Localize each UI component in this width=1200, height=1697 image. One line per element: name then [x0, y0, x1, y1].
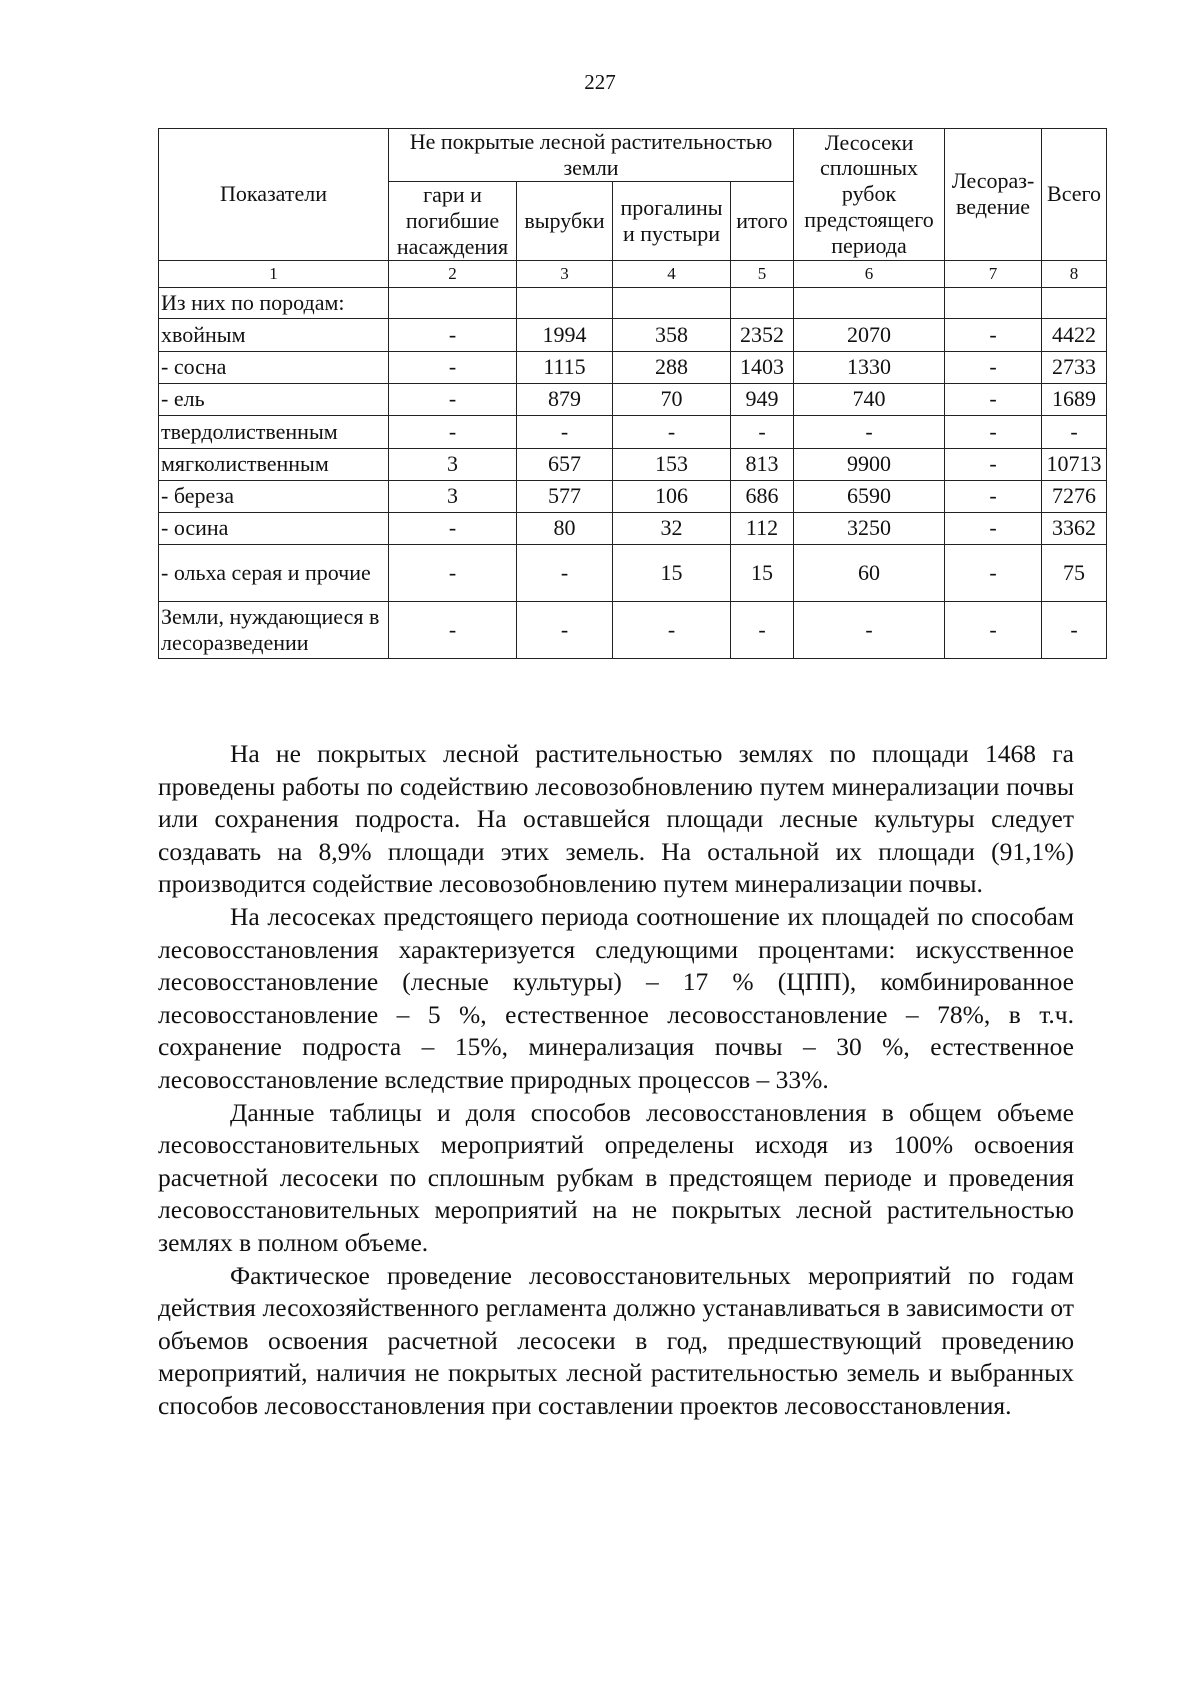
table-cell: 112	[731, 512, 794, 544]
table-cell: 153	[613, 448, 731, 480]
row-label: - сосна	[159, 351, 389, 383]
table-cell: -	[794, 415, 945, 448]
table-row	[159, 318, 1107, 351]
table-cell: -	[389, 383, 517, 415]
table-cell: -	[389, 318, 517, 351]
table-cell: -	[945, 318, 1042, 351]
table-cell: 1994	[517, 318, 613, 351]
table-cell: 60	[794, 544, 945, 601]
table-cell: -	[517, 544, 613, 601]
table-cell: -	[945, 448, 1042, 480]
header-not-covered-lands: Не покрытые лесной растительностью земли	[389, 129, 794, 182]
table-cell: 879	[517, 383, 613, 415]
header-burned: гари и погибшие насаждения	[389, 181, 517, 260]
row-label: Земли, нуждающиеся в лесоразведении	[159, 601, 389, 658]
table-cell: 686	[731, 480, 794, 512]
header-total: Всего	[1042, 129, 1107, 261]
table-cell: -	[945, 415, 1042, 448]
table-cell: -	[613, 601, 731, 658]
table-cell: -	[945, 601, 1042, 658]
column-number: 3	[517, 260, 613, 287]
table-row	[159, 601, 1107, 658]
row-label: - береза	[159, 480, 389, 512]
table-cell: 70	[613, 383, 731, 415]
body-text	[158, 738, 1074, 1422]
row-label: - осина	[159, 512, 389, 544]
table-cell: 3250	[794, 512, 945, 544]
table-cell: 813	[731, 448, 794, 480]
column-number: 8	[1042, 260, 1107, 287]
table-cell: 2352	[731, 318, 794, 351]
header-clearings: вырубки	[517, 181, 613, 260]
table-cell: -	[794, 601, 945, 658]
table-cell: 15	[613, 544, 731, 601]
table-cell: 3	[389, 480, 517, 512]
table-cell: 9900	[794, 448, 945, 480]
table-cell	[389, 287, 517, 318]
table-cell: -	[1042, 415, 1107, 448]
table-cell: 2070	[794, 318, 945, 351]
table-cell: 740	[794, 383, 945, 415]
paragraph: На лесосеках предстоящего периода соотношение их площадей по способам лесовосстановления характеризуется следующими процентами: искусственное лесовосстановление (лесные культуры) – 17 % (ЦПП), комбинированное лесовосстановление – 5 %, естественное лесовосстановление – 78%, в т.ч. сохранение подроста – 15%, минерализация почвы – 30 %, естественное лесовосстановление вследствие природных процессов – 33%.	[158, 901, 1074, 1094]
table-cell: -	[517, 415, 613, 448]
page-number: 227	[584, 70, 616, 94]
row-label: мягколиственным	[159, 448, 389, 480]
table-row	[159, 448, 1107, 480]
table-cell: -	[517, 601, 613, 658]
table-cell: 32	[613, 512, 731, 544]
table-cell: 949	[731, 383, 794, 415]
table-cell	[517, 287, 613, 318]
table-row	[159, 351, 1107, 383]
table-cell: 657	[517, 448, 613, 480]
table-cell	[1042, 287, 1107, 318]
table-cell: -	[613, 415, 731, 448]
table-cell: -	[389, 415, 517, 448]
table-cell: 1403	[731, 351, 794, 383]
column-number: 1	[159, 260, 389, 287]
table-cell: 288	[613, 351, 731, 383]
table-cell: 6590	[794, 480, 945, 512]
table-cell: 3	[389, 448, 517, 480]
row-label: Из них по породам:	[159, 287, 389, 318]
table-cell: -	[945, 512, 1042, 544]
table-cell: 2733	[1042, 351, 1107, 383]
header-cutting-areas: Лесосеки сплошных рубок предстоящего периода	[794, 129, 945, 261]
table-cell: 577	[517, 480, 613, 512]
table-cell	[945, 287, 1042, 318]
header-afforestation: Лесораз- ведение	[945, 129, 1042, 261]
table-cell: -	[731, 601, 794, 658]
table-row	[159, 383, 1107, 415]
row-label: хвойным	[159, 318, 389, 351]
table-cell: -	[945, 383, 1042, 415]
row-label: - ель	[159, 383, 389, 415]
table-cell: -	[1042, 601, 1107, 658]
table-cell: -	[945, 351, 1042, 383]
table-cell	[794, 287, 945, 318]
row-label: - ольха серая и прочие	[159, 544, 389, 601]
row-label: твердолиственным	[159, 415, 389, 448]
table-cell: 10713	[1042, 448, 1107, 480]
table-cell: 75	[1042, 544, 1107, 601]
table-cell: 3362	[1042, 512, 1107, 544]
column-number: 6	[794, 260, 945, 287]
paragraph: Фактическое проведение лесовосстановительных мероприятий по годам действия лесохозяйственного регламента должно устанавливаться в зависимости от объемов освоения расчетной лесосеки в год, предшествующий проведению мероприятий, наличия не покрытых лесной растительностью земель и выбранных способов лесовосстановления при составлении проектов лесовосстановления.	[158, 1260, 1074, 1420]
table-cell: 80	[517, 512, 613, 544]
table-row	[159, 544, 1107, 601]
column-number: 2	[389, 260, 517, 287]
table-cell: -	[945, 480, 1042, 512]
table-cell: 7276	[1042, 480, 1107, 512]
table-cell: -	[389, 544, 517, 601]
header-indicators: Показатели	[159, 129, 389, 261]
table-cell	[613, 287, 731, 318]
table-cell: 358	[613, 318, 731, 351]
table-row	[159, 480, 1107, 512]
column-number: 4	[613, 260, 731, 287]
table-cell	[731, 287, 794, 318]
table-row	[159, 512, 1107, 544]
table-cell: 1115	[517, 351, 613, 383]
table-row	[159, 415, 1107, 448]
table-cell: -	[731, 415, 794, 448]
table-row	[159, 287, 1107, 318]
column-number: 7	[945, 260, 1042, 287]
column-number: 5	[731, 260, 794, 287]
table-cell: -	[945, 544, 1042, 601]
paragraph: Данные таблицы и доля способов лесовосстановления в общем объеме лесовосстановительных мероприятий определены исходя из 100% освоения расчетной лесосеки по сплошным рубкам в предстоящем периоде и проведения лесовосстановительных мероприятий на не покрытых лесной растительностью землях в полном объеме.	[158, 1097, 1074, 1257]
table-cell: -	[389, 512, 517, 544]
table-cell: -	[389, 601, 517, 658]
table-cell: 4422	[1042, 318, 1107, 351]
forest-table	[158, 128, 1107, 659]
table-cell: -	[389, 351, 517, 383]
table-cell: 15	[731, 544, 794, 601]
table-cell: 1689	[1042, 383, 1107, 415]
header-glades: прогалины и пустыри	[613, 181, 731, 260]
header-subtotal: итого	[731, 181, 794, 260]
column-numbers-row	[159, 260, 1107, 287]
table-cell: 1330	[794, 351, 945, 383]
paragraph: На не покрытых лесной растительностью землях по площади 1468 га проведены работы по содействию лесовозобновлению путем минерализации почвы или сохранения подроста. На оставшейся площади лесные культуры следует создавать на 8,9% площади этих земель. На остальной их площади (91,1%) производится содействие лесовозобновлению путем минерализации почвы.	[158, 739, 1074, 899]
table-cell: 106	[613, 480, 731, 512]
